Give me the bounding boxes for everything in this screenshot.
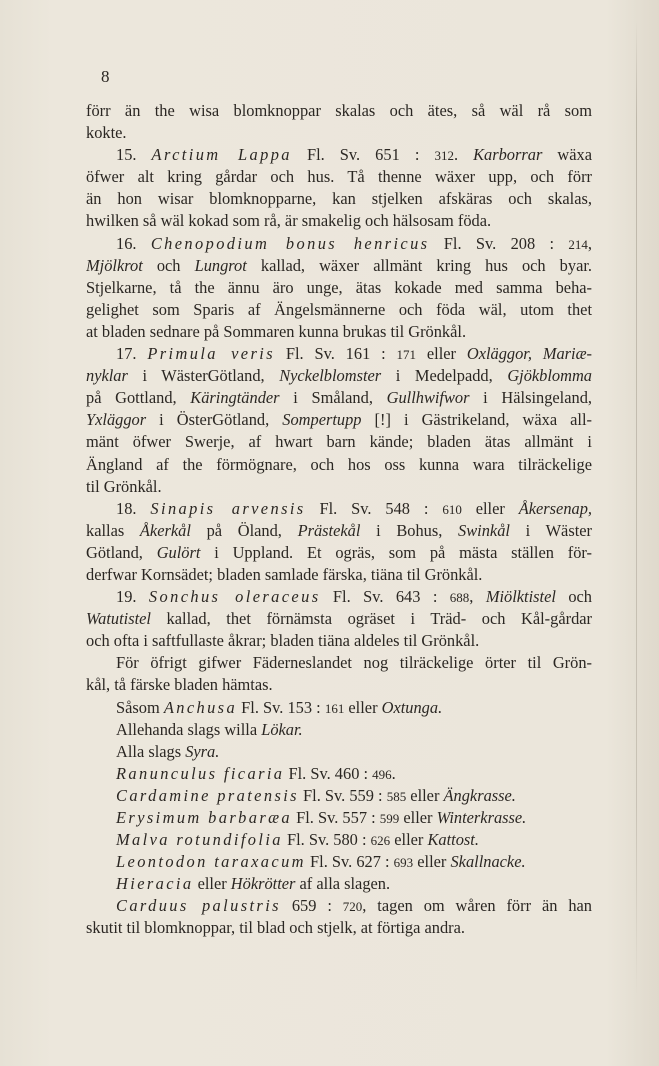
text-line	[86, 144, 592, 166]
text-segment: i Medelpadd,	[381, 366, 508, 386]
vernacular-name: Watutistel	[86, 609, 151, 629]
text-line	[86, 166, 592, 188]
vernacular-name: Miölktistel	[485, 587, 556, 607]
text-segment: til Grönkål.	[86, 476, 162, 496]
vernacular-name: Kattost.	[427, 830, 479, 850]
text-line	[86, 630, 592, 652]
text-line	[86, 233, 592, 255]
text-line	[86, 652, 592, 674]
text-segment	[458, 145, 473, 164]
text-segment: För öfrigt gifwer Fäderneslandet nog tilräckelige örter til Grön-	[116, 653, 592, 673]
text-segment: eller	[193, 874, 231, 894]
text-segment: 599	[379, 811, 400, 826]
text-segment: 161	[324, 700, 345, 716]
text-segment: , tagen om wåren förr än han	[362, 896, 592, 916]
vernacular-name: Åkersenap,	[518, 498, 592, 518]
text-segment: Fl. Sv. 460 :	[284, 763, 373, 783]
vernacular-name: Mjölkrot	[86, 255, 143, 275]
vernacular-name: Yxläggor	[86, 410, 147, 430]
text-line	[86, 763, 592, 785]
text-line	[86, 498, 592, 520]
text-line	[86, 829, 592, 851]
text-segment: eller	[344, 697, 382, 717]
text-segment: eller	[413, 852, 451, 872]
text-segment: eller	[406, 785, 444, 805]
page-edge-shadow	[636, 20, 637, 1000]
page-number: 8	[101, 67, 110, 86]
vernacular-name: Lökar.	[261, 719, 303, 739]
vernacular-name: Gulört	[156, 542, 201, 562]
text-segment: och	[142, 255, 195, 275]
text-segment: af alla slagen.	[295, 874, 391, 894]
text-line	[86, 917, 592, 939]
text-segment: i Hälsingeland,	[469, 388, 592, 408]
body-text	[86, 100, 592, 940]
text-segment: 17.	[116, 344, 148, 364]
species-name: Primula veris	[147, 344, 275, 364]
text-segment: än hon wisar blomknopparne, kan stjelken afskäras och skalas,	[86, 189, 592, 209]
species-name: Sonchus oleraceus	[148, 587, 321, 607]
text-line	[86, 277, 592, 299]
text-segment: eller	[390, 830, 428, 850]
text-line	[86, 873, 592, 895]
text-line	[86, 476, 592, 498]
text-segment: 312	[434, 148, 454, 164]
text-segment: i Bohus,	[360, 520, 459, 540]
text-segment: eller	[399, 808, 437, 827]
vernacular-name: nyklar	[86, 366, 128, 386]
species-name: Malva rotundifolia	[116, 830, 283, 850]
species-name: Sinapis arvensis	[150, 498, 306, 518]
species-name: Leontodon taraxacum	[116, 852, 306, 872]
text-segment: ,	[587, 233, 592, 253]
text-line	[86, 188, 592, 210]
text-line	[86, 741, 592, 763]
text-segment: Fl. Sv. 580 :	[282, 830, 371, 850]
text-segment: Fl. Sv. 651 :	[291, 145, 435, 165]
text-segment: Allehanda slags willa	[116, 719, 262, 739]
text-segment: eller	[416, 344, 467, 364]
text-segment: Stjelkarne, tå the ännu äro unge, ätas kokade med samma beha-	[86, 277, 592, 297]
text-segment: ,	[469, 587, 486, 607]
text-segment: Ängland af the förmögnare, och hos oss kunna wara tilräckelige	[86, 454, 592, 474]
text-segment: kål, tå färske bladen hämtas.	[86, 675, 273, 695]
text-segment: i Småland,	[279, 388, 387, 408]
text-segment: gelighet som Sparis af Ängelsmännerne och föda wäl, utom thet	[86, 299, 592, 319]
text-segment: i Uppland. Et ogräs, som på mästa ställen för-	[200, 542, 592, 562]
text-segment: Fl. Sv. 559 :	[298, 785, 387, 805]
vernacular-name: Swinkål	[458, 520, 510, 540]
text-segment: Fl. Sv. 161 :	[275, 344, 397, 364]
vernacular-name: Karborrar	[473, 145, 543, 165]
species-name: Chenopodium bonus henricus	[150, 233, 430, 253]
text-line	[86, 343, 592, 365]
text-segment: kallad, wäxer allmänt kring hus och byar.	[246, 255, 592, 275]
vernacular-name: Åkerkål	[139, 520, 191, 540]
text-segment: 585	[386, 788, 407, 804]
text-segment: Fl. Sv. 208 :	[429, 233, 569, 253]
text-line	[86, 454, 592, 476]
text-segment: och	[555, 587, 592, 607]
text-segment: förr än the wisa blomknoppar skalas och ätes, så wäl rå som	[86, 101, 592, 120]
text-segment: 659 :	[280, 896, 343, 916]
text-segment: kallas	[86, 520, 140, 540]
text-segment: kallad, thet förnämsta ogräset i Träd- och Kål-gårdar	[150, 609, 592, 629]
text-line	[86, 608, 592, 630]
text-segment: Fl. Sv. 153 :	[237, 697, 325, 717]
text-segment: 720	[342, 899, 363, 915]
vernacular-name: Syra.	[185, 741, 220, 761]
text-segment: 214	[568, 236, 588, 252]
text-segment: Fl. Sv. 557 :	[292, 808, 380, 827]
text-segment: wäxa	[542, 145, 592, 165]
text-segment: hwilken så wäl kokad som rå, är smakelig och hälsosam föda.	[86, 211, 492, 231]
text-segment: at bladen sednare på Sommaren kunna brukas til Grönkål.	[86, 321, 467, 341]
vernacular-name: Oxtunga.	[381, 697, 443, 717]
text-line	[86, 785, 592, 807]
vernacular-name: Ängkrasse.	[443, 785, 516, 805]
text-segment: kokte.	[86, 123, 127, 143]
text-line	[86, 697, 592, 719]
text-segment: Fl. Sv. 548 :	[305, 498, 443, 518]
text-line	[86, 387, 592, 409]
text-segment: 693	[393, 855, 414, 871]
vernacular-name: Winterkrasse.	[436, 808, 527, 827]
species-name: Hieracia	[116, 874, 194, 894]
vernacular-name: Sompertupp	[282, 410, 362, 430]
text-segment: 19.	[116, 587, 149, 607]
text-segment: och ofta i saftfullaste åkrar; bladen tiäna aldeles til Grönkål.	[86, 631, 480, 651]
species-name: Anchusa	[163, 697, 238, 717]
text-line	[86, 409, 592, 431]
text-line	[86, 520, 592, 542]
text-line	[86, 321, 592, 343]
text-segment: mänt öfwer Swerje, af hwart barn kände; bladen ätas allmänt i	[86, 432, 592, 452]
text-line	[86, 210, 592, 232]
text-segment: Alla slags	[116, 741, 186, 761]
text-segment: derfwar Kornsädet; bladen samlade färska, tiäna til Grönkål.	[86, 564, 483, 584]
text-segment: 15.	[116, 145, 152, 165]
text-segment: Såsom	[116, 697, 164, 717]
text-segment: [!] i Gästrikeland, wäxa all-	[361, 410, 592, 430]
text-line	[86, 299, 592, 321]
vernacular-name: Lungrot	[194, 255, 247, 275]
species-name: Arctium Lappa	[151, 145, 292, 165]
species-name: Cardamine pratensis	[116, 785, 299, 805]
vernacular-name: Gullhwifwor	[386, 388, 470, 408]
text-segment: .	[391, 763, 396, 783]
text-line	[86, 564, 592, 586]
vernacular-name: Skallnacke.	[450, 852, 526, 872]
text-line	[86, 122, 592, 144]
text-segment: skutit til blomknoppar, til blad och stjelk, at förtiga andra.	[86, 918, 465, 938]
text-line	[86, 586, 592, 608]
text-segment: Götland,	[86, 542, 157, 562]
text-line	[86, 431, 592, 453]
vernacular-name: Käringtänder	[190, 388, 280, 408]
vernacular-name: Nyckelblomster	[279, 366, 382, 386]
text-segment: 610	[442, 501, 462, 517]
text-line	[86, 255, 592, 277]
text-segment: på Öland,	[190, 520, 298, 540]
text-line	[86, 542, 592, 564]
text-segment: 688	[449, 590, 470, 606]
text-line	[86, 100, 592, 122]
text-segment: i Wäster	[509, 520, 592, 540]
text-line	[86, 851, 592, 873]
vernacular-name: Oxläggor, Mariæ-	[466, 344, 592, 364]
vernacular-name: Gjökblomma	[507, 366, 592, 386]
text-segment: öfwer alt kring gårdar och hus. Tå thenne wäxer upp, och förr	[86, 167, 592, 187]
species-name: Carduus palustris	[116, 896, 281, 916]
text-segment: i WästerGötland,	[127, 366, 280, 386]
text-segment: .	[453, 145, 459, 165]
text-segment: eller	[461, 498, 519, 518]
vernacular-name: Hökrötter	[230, 874, 296, 894]
text-segment: 16.	[116, 233, 151, 253]
text-line	[86, 365, 592, 387]
text-line	[86, 895, 592, 917]
text-segment: Fl. Sv. 643 :	[320, 587, 450, 607]
text-segment: 626	[370, 833, 391, 849]
text-line	[86, 807, 592, 829]
vernacular-name: Prästekål	[297, 520, 361, 540]
text-line	[86, 719, 592, 741]
text-segment: 18.	[116, 498, 151, 518]
species-name: Erysimum barbaræa	[116, 808, 293, 827]
text-segment: 496	[372, 766, 392, 782]
text-segment: Fl. Sv. 627 :	[305, 852, 394, 872]
text-line	[86, 674, 592, 696]
text-segment: i ÖsterGötland,	[146, 410, 283, 430]
species-name: Ranunculus ficaria	[116, 763, 285, 783]
text-segment: på Gottland,	[86, 388, 191, 408]
text-segment: 171	[396, 347, 417, 363]
